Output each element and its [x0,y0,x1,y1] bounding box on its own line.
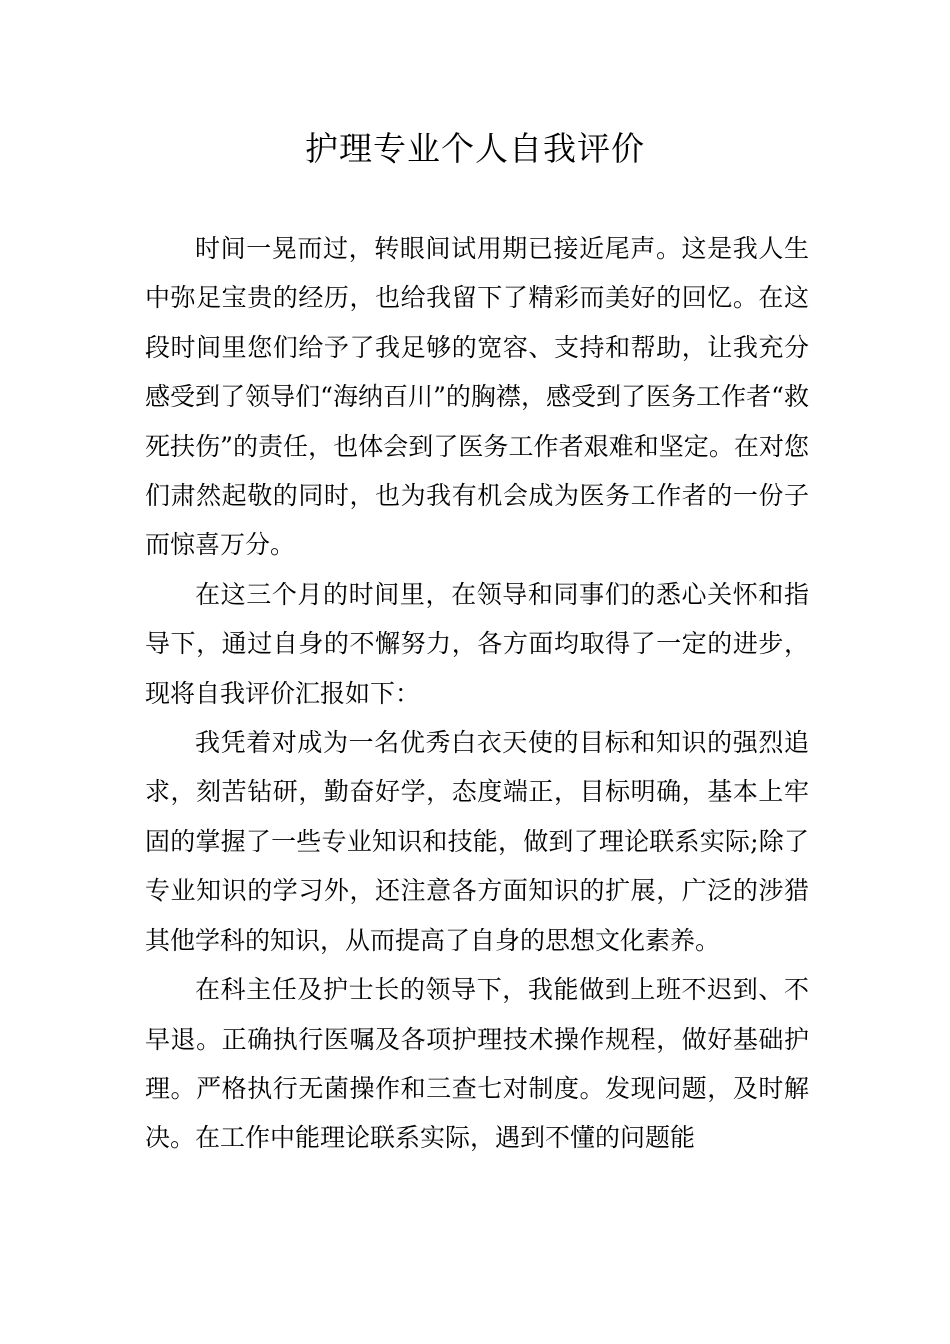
paragraph-1: 时间一晃而过，转眼间试用期已接近尾声。这是我人生中弥足宝贵的经历，也给我留下了精彩而美好的回忆。在这段时间里您们给予了我足够的宽容、支持和帮助，让我充分感受到了领导们“海纳百川”的胸襟，感受到了医务工作者“救死扶伤”的责任，也体会到了医务工作者艰难和坚定。在对您们肃然起敬的同时，也为我有机会成为医务工作者的一份子而惊喜万分。 [145,234,809,560]
document-body [145,224,809,1163]
paragraph-2: 在这三个月的时间里，在领导和同事们的悉心关怀和指导下，通过自身的不懈努力，各方面均取得了一定的进步，现将自我评价汇报如下： [145,579,809,708]
document-title: 护理专业个人自我评价 [305,129,645,168]
paragraph-4: 在科主任及护士长的领导下，我能做到上班不迟到、不早退。正确执行医嘱及各项护理技术操作规程，做好基础护理。严格执行无菌操作和三查七对制度。发现问题，及时解决。在工作中能理论联系实际，遇到不懂的问题能 [145,975,809,1153]
paragraph-3: 我凭着对成为一名优秀白衣天使的目标和知识的强烈追求，刻苦钻研，勤奋好学，态度端正，目标明确，基本上牢固的掌握了一些专业知识和技能，做到了理论联系实际;除了专业知识的学习外，还注意各方面知识的扩展，广泛的涉猎其他学科的知识，从而提高了自身的思想文化素养。 [145,728,809,955]
